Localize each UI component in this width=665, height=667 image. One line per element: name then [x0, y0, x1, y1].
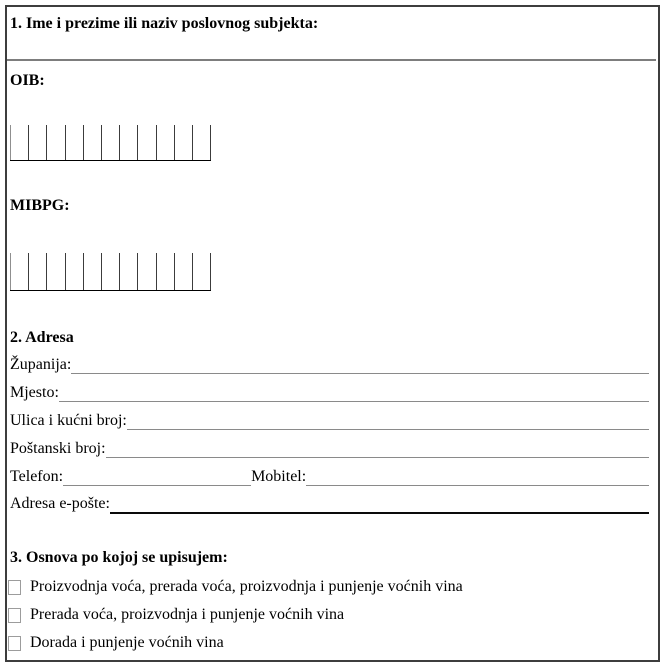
digit-cell[interactable] — [156, 253, 174, 290]
ulica-write-line[interactable] — [127, 428, 649, 430]
digit-cell[interactable] — [65, 125, 83, 160]
mjesto-write-line[interactable] — [59, 400, 649, 402]
digit-cell[interactable] — [137, 125, 155, 160]
section2-title: 2. Adresa — [10, 329, 74, 346]
option-2-label: Prerada voća, proizvodnja i punjenje voćnih vina — [30, 606, 345, 623]
digit-cell[interactable] — [174, 253, 192, 290]
digit-cell[interactable] — [28, 253, 46, 290]
digit-cell[interactable] — [28, 125, 46, 160]
option-row-2 — [8, 605, 649, 625]
option-row-1 — [8, 577, 649, 597]
section3-title: 3. Osnova po kojoj se upisujem: — [10, 549, 228, 566]
digit-cell[interactable] — [10, 253, 28, 290]
field-row-telefon-mobitel — [10, 466, 649, 488]
mjesto-label: Mjesto: — [10, 384, 59, 401]
zupanija-label: Županija: — [10, 356, 72, 373]
business-name-write-line[interactable] — [7, 59, 656, 61]
mibpg-digit-boxes[interactable] — [10, 253, 211, 291]
mobitel-write-line[interactable] — [306, 484, 649, 486]
digit-cell[interactable] — [65, 253, 83, 290]
digit-cell[interactable] — [156, 125, 174, 160]
zupanija-write-line[interactable] — [71, 372, 649, 374]
field-row-ulica — [10, 410, 649, 432]
option-3-checkbox[interactable] — [8, 636, 21, 651]
digit-cell[interactable] — [10, 125, 28, 160]
option-3-label: Dorada i punjenje voćnih vina — [30, 634, 224, 651]
digit-cell[interactable] — [137, 253, 155, 290]
telefon-write-line[interactable] — [63, 484, 251, 486]
mobitel-label: Mobitel: — [251, 468, 307, 485]
digit-cell[interactable] — [119, 125, 137, 160]
option-1-checkbox[interactable] — [8, 580, 21, 595]
digit-cell[interactable] — [192, 253, 211, 290]
section1-title: 1. Ime i prezime ili naziv poslovnog subjekta: — [10, 15, 319, 32]
postanski-broj-label: Poštanski broj: — [10, 440, 106, 457]
field-row-mjesto — [10, 382, 649, 404]
digit-cell[interactable] — [192, 125, 211, 160]
postanski-broj-write-line[interactable] — [106, 456, 649, 458]
mibpg-label: MIBPG: — [10, 197, 70, 214]
telefon-label: Telefon: — [10, 468, 64, 485]
digit-cell[interactable] — [101, 253, 119, 290]
digit-cell[interactable] — [46, 253, 64, 290]
field-row-postanski-broj — [10, 438, 649, 460]
option-1-label: Proizvodnja voća, prerada voća, proizvodnja i punjenje voćnih vina — [30, 578, 463, 595]
email-write-line[interactable] — [110, 511, 649, 514]
oib-digit-boxes[interactable] — [10, 125, 211, 161]
digit-cell[interactable] — [46, 125, 64, 160]
option-2-checkbox[interactable] — [8, 608, 21, 623]
digit-cell[interactable] — [83, 125, 101, 160]
option-row-3 — [8, 633, 649, 653]
field-row-zupanija — [10, 354, 649, 376]
email-label: Adresa e-pošte: — [10, 495, 110, 512]
digit-cell[interactable] — [119, 253, 137, 290]
oib-label: OIB: — [10, 72, 45, 89]
digit-cell[interactable] — [101, 125, 119, 160]
digit-cell[interactable] — [83, 253, 101, 290]
field-row-email — [10, 493, 649, 515]
digit-cell[interactable] — [174, 125, 192, 160]
ulica-label: Ulica i kućni broj: — [10, 412, 127, 429]
